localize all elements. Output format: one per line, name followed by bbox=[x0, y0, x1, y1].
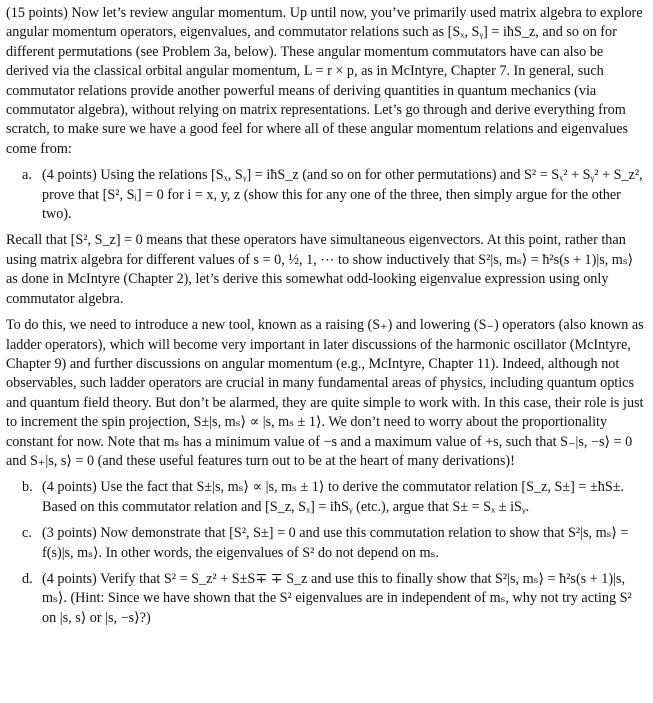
intro-text: (15 points) Now let’s review angular momentum. Up until now, you’ve primarily used matrix algebra to explore angular momentum operators, eigenvalues, and commutator relations such as [Sₓ, Sᵧ] = iħS_z, and so on for different permutations (see Problem 3a, below). These angular momentum commutators have can also be derived via the classical orbital angular momentum, L = r × p, as in McIntyre, Chapter 7. In general, such commutator relations provide another powerful means of deriving quantities in quantum mechanics (via commutator algebra), without relying on matrix representations. Let’s go through and derive everything from scratch, to make sure we have a good feel for where all of these angular momentum relations and eigenvalues come from: bbox=[6, 5, 643, 157]
part-a-label: a. bbox=[22, 167, 32, 184]
part-b-text: (4 points) Use the fact that S±|s, mₛ⟩ ∝ |s, mₛ ± 1⟩ to derive the commutator relation [S_z, S±] = ±ħS±. Based on this commutator relation and [S_z, Sₓ] = iħSᵧ (etc.), argue that S± = Sₓ ± iSᵧ. bbox=[42, 479, 625, 515]
part-d bbox=[22, 570, 647, 628]
recall-paragraph bbox=[6, 231, 647, 309]
part-a bbox=[22, 166, 647, 224]
ladder-paragraph bbox=[6, 316, 647, 471]
problem-intro bbox=[6, 4, 647, 159]
ladder-text: To do this, we need to introduce a new tool, known as a raising (S₊) and lowering (S₋) operators (also known as ladder operators), which will become very important in later discussions of the harmonic oscillator (McIntyre, Chapter 9) and further discussions on angular momentum (e.g., McIntyre, Chapter 11). Indeed, although not observables, such ladder operators are crucial in many fundamental areas of physics, including quantum optics and quantum field theory. But don’t be alarmed, they are quite simple to work with. In this case, their role is just to increment the spin projection, S±|s, mₛ⟩ ∝ |s, mₛ ± 1⟩. We don’t need to worry about the proportionality constant for now. Note that mₛ has a minimum value of −s and a maximum value of +s, such that S₋|s, −s⟩ = 0 and S₊|s, s⟩ = 0 (and these useful features turn out to be at the heart of many derivations)! bbox=[6, 317, 644, 469]
part-c-text: (3 points) Now demonstrate that [S², S±] = 0 and use this commutation relation to show that S²|s, mₛ⟩ = f(s)|s, mₛ⟩. In other words, the eigenvalues of S² do not depend on mₛ. bbox=[42, 525, 629, 561]
part-c-label: c. bbox=[22, 525, 32, 542]
part-b-label: b. bbox=[22, 479, 33, 496]
part-a-text: (4 points) Using the relations [Sₓ, Sᵧ] = iħS_z (and so on for other permutations) and S² = Sₓ² + Sᵧ² + S_z², prove that [S², Sᵢ] = 0 for i = x, y, z (show this for any one of the three, then simply argue for the other two). bbox=[42, 167, 643, 223]
part-c bbox=[22, 524, 647, 563]
recall-text: Recall that [S², S_z] = 0 means that these operators have simultaneous eigenvectors. At this point, rather than using matrix algebra for different values of s = 0, ½, 1, ⋯ to show inductively that S²|s, mₛ⟩ = ħ²s(s + 1)|s, mₛ⟩ as done in McIntyre (Chapter 2), let’s derive this somewhat odd-looking eigenvalue expression using only commutator algebra. bbox=[6, 232, 634, 307]
part-b bbox=[22, 478, 647, 517]
part-d-label: d. bbox=[22, 570, 33, 587]
part-d-text: (4 points) Verify that S² = S_z² + S±S∓ ∓ S_z and use this to finally show that S²|s, mₛ⟩ = ħ²s(s + 1)|s, mₛ⟩. (Hint: Since we have shown that the S² eigenvalues are in independent of mₛ, why not try acting S² on |s, s⟩ or |s, −s⟩?) bbox=[42, 570, 632, 626]
